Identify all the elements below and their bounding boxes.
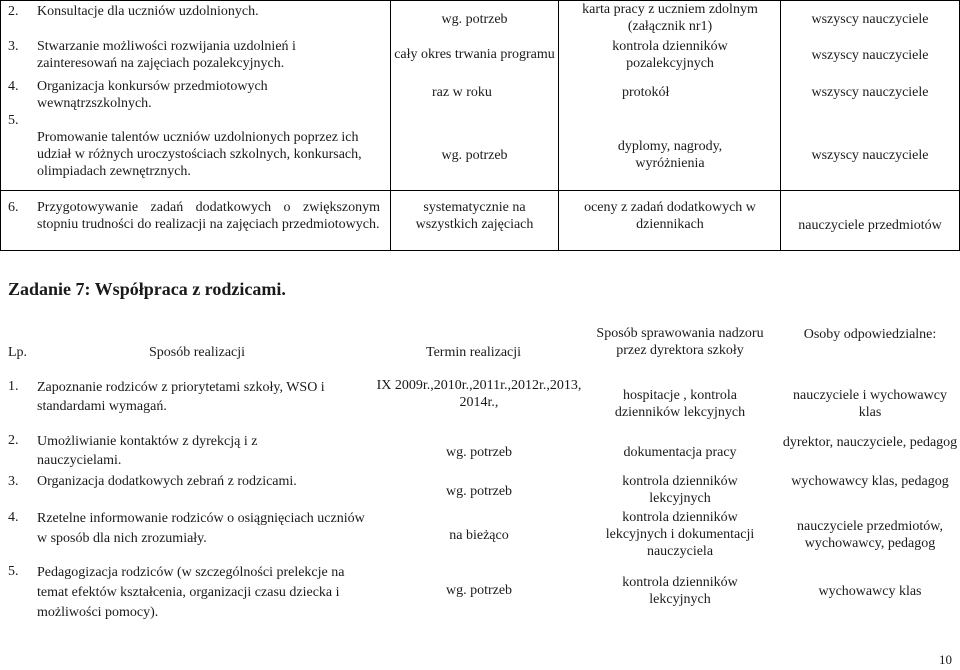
task-text: Pedagogizacja rodziców (w szczególności prelekcje na temat efektów kształcenia, organizacji czasu dziecka i możliwości pomocy). (37, 565, 345, 620)
termin-cell: na bieżąco (449, 528, 509, 543)
row-number: 6. (8, 200, 19, 215)
osoby-cell: nauczyciele przedmiotów, wychowawcy, pedagog (796, 519, 944, 551)
task-text: Organizacja konkursów przedmiotowych wewnątrzszkolnych. (37, 79, 268, 111)
nadzor-cell: kontrola dzienników pozalekcyjnych (612, 39, 728, 71)
nadzor-cell: dyplomy, nagrody, wyróżnienia (617, 139, 723, 171)
task-text: Przygotowywanie zadań dodatkowych o zwiększonym stopniu trudności do realizacji na zajęciach przedmiotowych. (37, 200, 380, 232)
osoby-cell: wszyscy nauczyciele (811, 85, 929, 100)
nadzor-cell: oceny z zadań dodatkowych w dziennikach (584, 200, 756, 232)
termin-cell: cały okres trwania programu (394, 47, 555, 62)
nadzor-cell: kontrola dzienników lekcyjnych i dokumentacji nauczyciela (605, 510, 755, 559)
task-text: Stwarzanie możliwości rozwijania uzdolnień i zainteresowań na zajęciach pozalekcyjnych. (37, 39, 296, 71)
osoby-cell: wszyscy nauczyciele (811, 148, 929, 163)
termin-cell: IX 2009r.,2010r.,2011r.,2012r.,2013, 2014r., (376, 378, 582, 410)
termin-cell: raz w roku (432, 85, 492, 100)
row-number: 3. (8, 474, 19, 489)
nadzor-cell: protokół (622, 85, 670, 100)
row-number: 2. (8, 4, 19, 19)
page-number: 10 (939, 652, 952, 667)
osoby-cell: wszyscy nauczyciele (811, 48, 929, 63)
task-text: Konsultacje dla uczniów uzdolnionych. (37, 4, 259, 19)
row-number: 2. (8, 433, 19, 448)
nadzor-cell: kontrola dzienników lekcyjnych (622, 575, 738, 607)
nadzor-cell: dokumentacja pracy (623, 445, 737, 460)
nadzor-cell: hospitacje , kontrola dzienników lekcyjnych (614, 388, 746, 420)
task-text: Zapoznanie rodziców z priorytetami szkoły, WSO i standardami wymagań. (37, 380, 325, 414)
nadzor-cell: kontrola dzienników lekcyjnych (622, 474, 738, 506)
row-number: 5. (8, 564, 19, 579)
header-osoby: Osoby odpowiedzialne: (803, 327, 937, 342)
header-nadzor: Sposób sprawowania nadzoru przez dyrektora szkoły (596, 326, 764, 358)
osoby-cell: dyrektor, nauczyciele, pedagog (782, 435, 958, 450)
task-text: Umożliwianie kontaktów z dyrekcją i z nauczycielami. (37, 434, 258, 468)
termin-cell: systematycznie na wszystkich zajęciach (415, 200, 534, 232)
osoby-cell: nauczyciele i wychowawcy klas (793, 388, 947, 420)
row-number: 4. (8, 510, 19, 525)
osoby-cell: nauczyciele przedmiotów (798, 218, 942, 233)
header-sposob: Sposób realizacji (149, 345, 246, 360)
row-number: 3. (8, 39, 19, 54)
osoby-cell: wychowawcy klas (818, 584, 922, 599)
task-text: Promowanie talentów uczniów uzdolnionych poprzez ich udział w różnych uroczystościach szkolnych, konkursach, olimpiadach zewnętrznych. (37, 130, 362, 179)
header-termin: Termin realizacji (426, 345, 522, 360)
task-text: Rzetelne informowanie rodziców o osiągnięciach uczniów w sposób dla nich zrozumiały. (37, 511, 365, 546)
task-text: Organizacja dodatkowych zebrań z rodzicami. (37, 474, 297, 489)
osoby-cell: wychowawcy klas, pedagog (791, 474, 949, 489)
row-number: 1. (8, 379, 19, 394)
nadzor-cell: karta pracy z uczniem zdolnym (załącznik nr1) (582, 2, 758, 34)
termin-cell: wg. potrzeb (445, 484, 513, 499)
header-lp: Lp. (8, 345, 28, 360)
section-heading: Zadanie 7: Współpraca z rodzicami. (8, 279, 286, 299)
termin-cell: wg. potrzeb (441, 12, 508, 27)
row-number: 4. (8, 79, 19, 94)
osoby-cell: wszyscy nauczyciele (811, 12, 929, 27)
termin-cell: wg. potrzeb (445, 445, 513, 460)
row-number: 5. (8, 113, 19, 128)
termin-cell: wg. potrzeb (441, 148, 508, 163)
termin-cell: wg. potrzeb (445, 583, 513, 598)
